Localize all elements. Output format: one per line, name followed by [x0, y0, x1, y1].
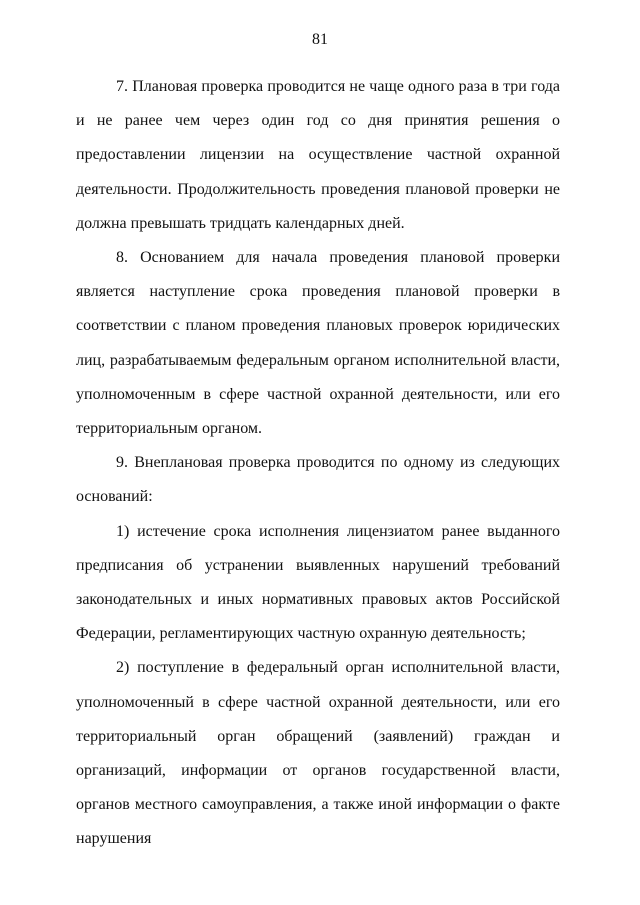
paragraph-9: 9. Внеплановая проверка проводится по одному из следующих оснований: — [76, 454, 560, 506]
list-item-1: 1) истечение срока исполнения лицензиатом ранее выданного предписания об устранении выявленных нарушений требований законодательных и иных нормативных правовых актов Российской Федерации, регламентирующих частную охранную деятельность; — [76, 522, 560, 643]
document-body — [76, 70, 560, 857]
list-item-2: 2) поступление в федеральный орган исполнительной власти, уполномоченный в сфере частной охранной деятельности, или его территориальный орган обращений (заявлений) граждан и организаций, информации от органов государственной власти, органов местного самоуправления, а также иной информации о факте нарушения — [76, 659, 560, 848]
page-number: 81 — [312, 31, 328, 48]
paragraph-8: 8. Основанием для начала проведения плановой проверки является наступление срока проведения плановой проверки в соответствии с планом проведения плановых проверок юридических лиц, разрабатываемым федеральным органом исполнительной власти, уполномоченным в сфере частной охранной деятельности, или его территориальным органом. — [76, 249, 560, 438]
paragraph-7: 7. Плановая проверка проводится не чаще одного раза в три года и не ранее чем через один год со дня принятия решения о предоставлении лицензии на осуществление частной охранной деятельности. Продолжительность проведения плановой проверки не должна превышать тридцать календарных дней. — [76, 78, 560, 232]
